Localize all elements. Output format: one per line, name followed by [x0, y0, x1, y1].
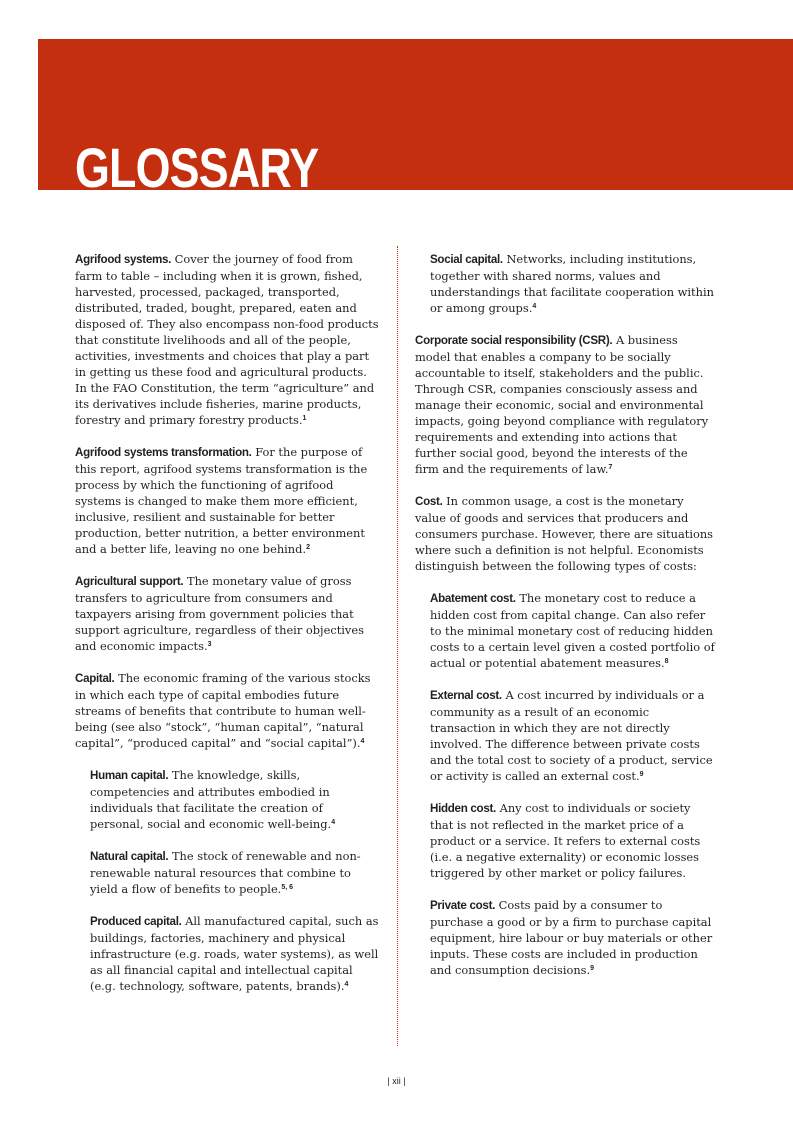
glossary-definition: Networks, including institutions, together with shared norms, values and understandings that facilitate cooperation within or among groups. [430, 252, 714, 315]
glossary-term: Private cost. [430, 899, 496, 912]
glossary-term: Cost. [415, 495, 443, 508]
glossary-entry-natural-capital [90, 848, 379, 897]
glossary-entry-capital [75, 670, 379, 751]
footnote-ref: 5, 6 [281, 884, 293, 891]
glossary-definition: Costs paid by a consumer to purchase a good or by a firm to purchase capital equipment, hire labour or buy materials or other inputs. These costs are included in production and consumption decisions. [430, 898, 713, 977]
glossary-term: Produced capital. [90, 915, 182, 928]
glossary-definition: For the purpose of this report, agrifood systems transformation is the process by which the functioning of agrifood systems is changed to make them more efficient, inclusive, resilient and sustainable for better production, better nutrition, a better environment and a better life, leaving no one behind. [75, 445, 368, 556]
glossary-definition: A business model that enables a company to be socially accountable to itself, stakeholders and the public. Through CSR, companies consciously assess and manage their economic, social and environmental impacts, going beyond compliance with regulatory requirements and extending into actions that further social good, beyond the interests of the firm and the requirements of law. [415, 333, 709, 476]
glossary-entry-agricultural-support [75, 573, 379, 654]
glossary-term: Agrifood systems. [75, 253, 172, 266]
glossary-term: Natural capital. [90, 850, 169, 863]
glossary-term: Hidden cost. [430, 802, 496, 815]
glossary-entry-cost [415, 493, 715, 574]
footnote-ref: 8 [664, 658, 669, 665]
glossary-term: Human capital. [90, 769, 169, 782]
glossary-definition: The knowledge, skills, competencies and attributes embodied in individuals that facilitate the creation of personal, social and economic well-being. [90, 768, 332, 831]
glossary-definition: The monetary value of gross transfers to agriculture from consumers and taxpayers arising from government policies that support agriculture, regardless of their objectives and economic impacts. [75, 574, 364, 653]
glossary-definition: The stock of renewable and non-renewable natural resources that combine to yield a flow of benefits to people. [90, 849, 361, 896]
footnote-ref: 2 [306, 544, 310, 551]
glossary-definition: In common usage, a cost is the monetary value of goods and services that producers and consumers purchase. However, there are situations where such a definition is not helpful. Economists distinguish between the following types of costs: [415, 494, 714, 573]
page-number: | xii | [387, 1076, 406, 1086]
glossary-right-column [415, 251, 715, 994]
footnote-ref: 7 [608, 464, 613, 471]
glossary-entry-hidden-cost [430, 800, 715, 881]
glossary-definition: Cover the journey of food from farm to table – including when it is grown, fished, harvested, processed, packaged, transported, distributed, traded, bought, prepared, eaten and disposed of. They also encompass non-food products that constitute livelihoods and all of the people, activities, investments and choices that play a part in getting us these food and agricultural products. In the FAO Constitution, the term “agriculture” and its derivatives include fisheries, marine products, forestry and primary forestry products. [75, 252, 379, 427]
glossary-term: External cost. [430, 689, 502, 702]
glossary-entry-csr [415, 332, 715, 477]
footnote-ref: 4 [344, 981, 349, 988]
glossary-term: Agrifood systems transformation. [75, 446, 252, 459]
glossary-term: Abatement cost. [430, 592, 516, 605]
glossary-entry-agrifood-systems-transformation [75, 444, 379, 557]
glossary-left-column [75, 251, 379, 1010]
glossary-entry-external-cost [430, 687, 715, 784]
glossary-entry-produced-capital [90, 913, 379, 994]
glossary-definition: The monetary cost to reduce a hidden cost from capital change. Can also refer to the minimal monetary cost of reducing hidden costs to a certain level given a costed portfolio of actual or potential abatement measures. [430, 591, 715, 670]
glossary-definition: All manufactured capital, such as buildings, factories, machinery and physical infrastructure (e.g. roads, water systems), as well as all financial capital and intellectual capital (e.g. technology, software, patents, brands). [90, 914, 379, 993]
footnote-ref: 9 [590, 965, 595, 972]
glossary-term: Capital. [75, 672, 115, 685]
glossary-entry-social-capital [430, 251, 715, 316]
footnote-ref: 4 [532, 303, 537, 310]
footnote-ref: 3 [207, 641, 212, 648]
glossary-entry-private-cost [430, 897, 715, 978]
glossary-definition: Any cost to individuals or society that is not reflected in the market price of a product or a service. It refers to external costs (i.e. a negative externality) or economic losses triggered by other market or policy failures. [430, 801, 701, 880]
footnote-ref: 4 [331, 819, 336, 826]
glossary-definition: The economic framing of the various stocks in which each type of capital embodies future streams of benefits that contribute to human well-being (see also “stock”, “human capital”, “natural capital”, “produced capital” and “social capital”). [75, 671, 371, 750]
glossary-entry-abatement-cost [430, 590, 715, 671]
glossary-term: Corporate social responsibility (CSR). [415, 334, 613, 347]
footnote-ref: 9 [639, 771, 644, 778]
glossary-entry-agrifood-systems [75, 251, 379, 428]
glossary-term: Agricultural support. [75, 575, 184, 588]
glossary-term: Social capital. [430, 253, 503, 266]
footnote-ref: 4 [360, 738, 365, 745]
glossary-entry-human-capital [90, 767, 379, 832]
footnote-ref: 1 [302, 415, 307, 422]
glossary-definition: A cost incurred by individuals or a community as a result of an economic transaction in which they are not directly involved. The difference between private costs and the total cost to society of a product, service or activity is called an external cost. [430, 688, 713, 783]
page-title: GLOSSARY [75, 136, 319, 199]
column-divider [397, 246, 398, 1046]
